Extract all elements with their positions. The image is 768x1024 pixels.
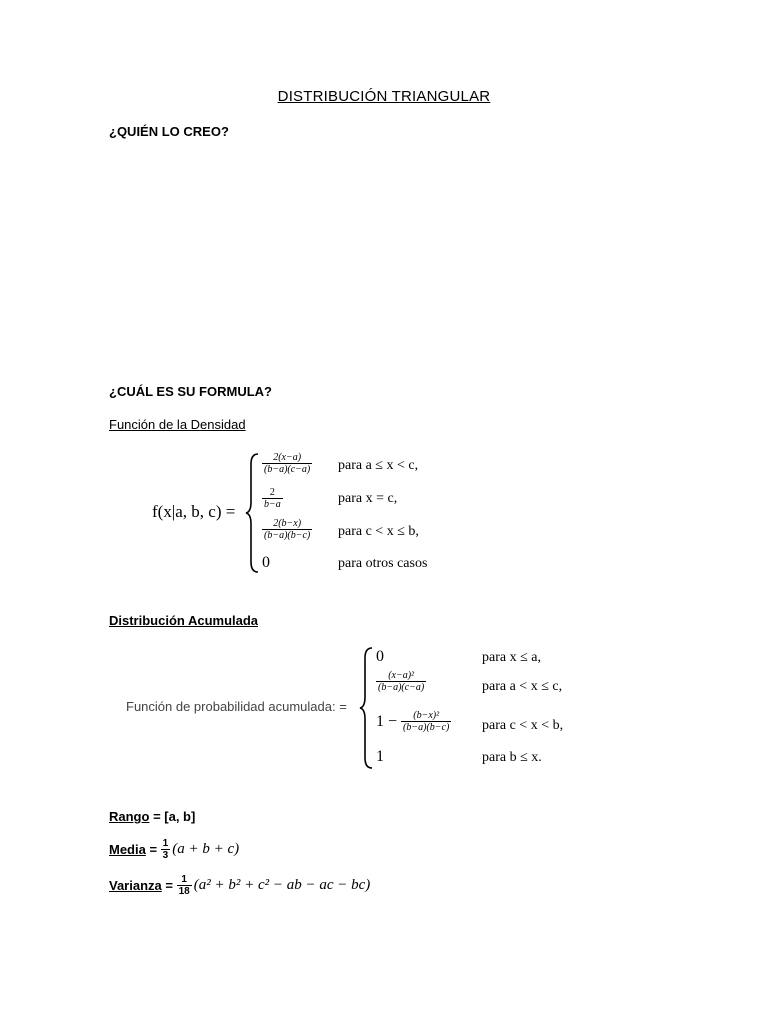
rango-label: Rango bbox=[109, 809, 150, 824]
media-expression: (a + b + c) bbox=[172, 841, 240, 857]
density-case-1-condition: para a ≤ x < c, bbox=[338, 458, 419, 473]
cumulative-case-1-value: 0 bbox=[376, 648, 384, 665]
media-fraction: $\frac{1}{3}$ bbox=[162, 838, 169, 861]
cumulative-case-2-value: $\frac{\text{(x−a)²}}{(b-a)(c-a)}$ bbox=[378, 670, 425, 693]
cumulative-heading: Distribución Acumulada bbox=[109, 613, 259, 628]
cumulative-case-4-value: 1 bbox=[376, 748, 384, 765]
rango-value: = [a, b] bbox=[149, 809, 196, 824]
media-line: Media = $\frac{1}{3}$ (a + b + c) bbox=[109, 838, 240, 861]
density-case-2-condition: para x = c, bbox=[338, 491, 398, 506]
cumulative-lhs: Función de probabilidad acumulada: = bbox=[126, 699, 347, 714]
density-case-3-value: $\frac{2(b-x)}{(b-a)(b-c)}$ bbox=[264, 518, 311, 541]
density-lhs: f(x|a, b, c) = bbox=[152, 502, 236, 521]
cumulative-case-1-condition: para x ≤ a, bbox=[482, 650, 541, 665]
density-heading: Función de la Densidad bbox=[109, 417, 246, 432]
cumulative-case-3-value: 1 − $\frac{\text{(b−x)²}}{(b-a)(b-c)}$ bbox=[376, 710, 450, 733]
density-case-2-value: $\frac{2}{b-a}$ bbox=[264, 487, 281, 510]
cumulative-case-2-condition: para a < x ≤ c, bbox=[482, 679, 563, 694]
cumulative-brace bbox=[358, 646, 374, 770]
question-who-created: ¿QUIÉN LO CREO? bbox=[109, 124, 229, 139]
density-case-3-condition: para c < x ≤ b, bbox=[338, 524, 419, 539]
media-label: Media bbox=[109, 842, 146, 857]
cumulative-case-3-condition: para c < x < b, bbox=[482, 718, 564, 733]
varianza-expression: (a² + b² + c² − ab − ac − bc) bbox=[193, 877, 371, 893]
rango-line bbox=[109, 809, 195, 824]
density-case-4-condition: para otros casos bbox=[338, 556, 428, 571]
density-brace bbox=[244, 452, 260, 574]
page-title: DISTRIBUCIÓN TRIANGULAR bbox=[277, 88, 491, 105]
varianza-line: Varianza = $\frac{1}{18}$ (a² + b² + c² − ab − ac − bc) bbox=[109, 874, 371, 897]
varianza-fraction: $\frac{1}{18}$ bbox=[178, 874, 190, 897]
varianza-label: Varianza bbox=[109, 878, 162, 893]
cumulative-case-4-condition: para b ≤ x. bbox=[482, 750, 542, 765]
density-case-4-value: 0 bbox=[262, 554, 270, 571]
density-case-1-value: $\frac{2(x-a)}{(b-a)(c-a)}$ bbox=[264, 452, 311, 475]
question-formula: ¿CUÁL ES SU FORMULA? bbox=[109, 384, 272, 399]
